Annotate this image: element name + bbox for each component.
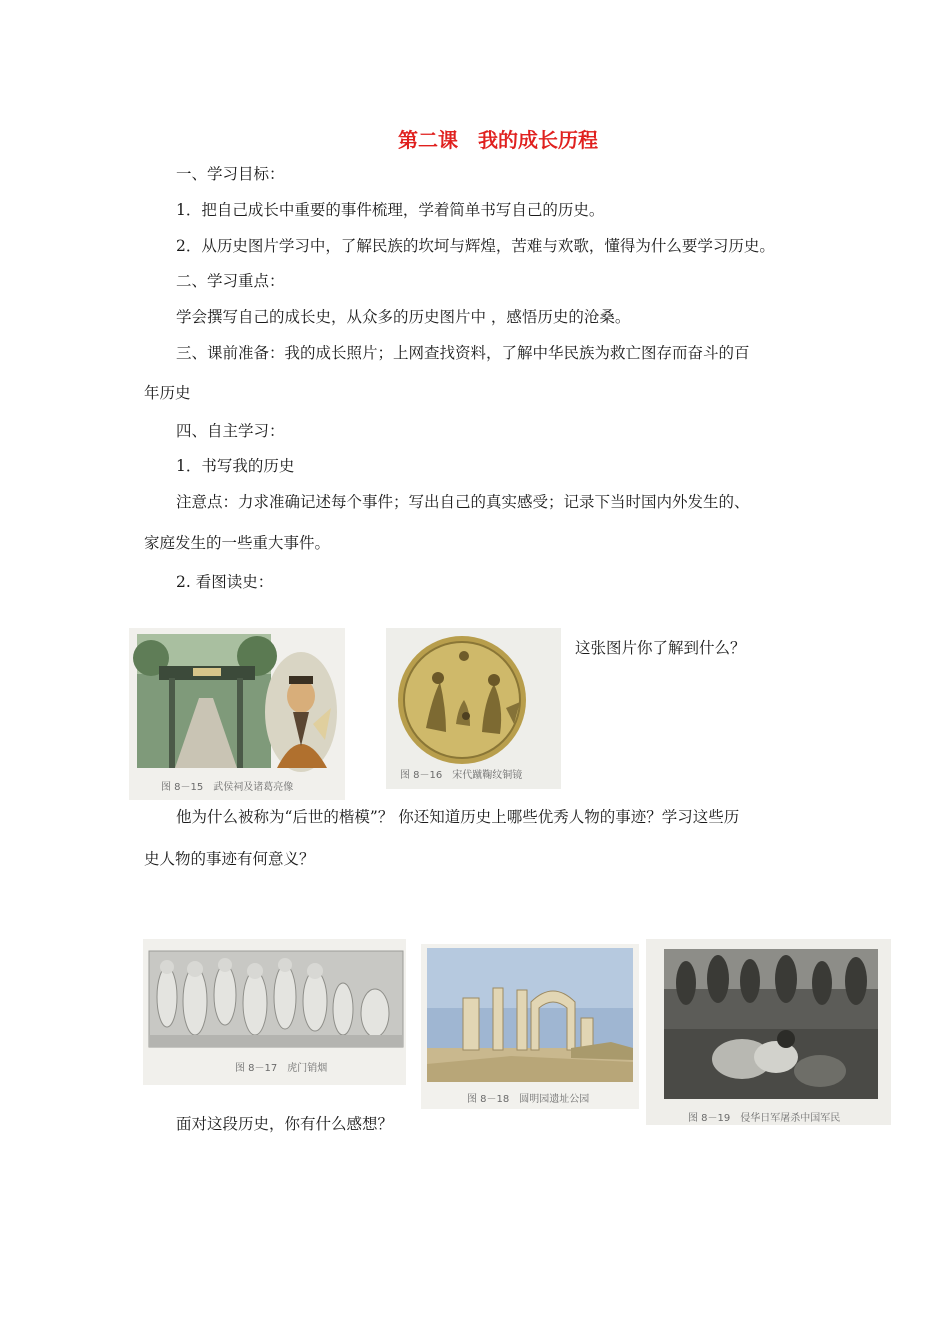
figure-yuanmingyuan-ruins <box>421 944 639 1109</box>
question-role-model-line-1: 他为什么被称为“后世的楷模”？ 你还知道历史上哪些优秀人物的事迹？学习这些历 <box>176 808 740 826</box>
preparation-line-1: 三、课前准备：我的成长照片；上网查找资料，了解中华民族为救亡图存而奋斗的百 <box>176 344 750 362</box>
note-line-1: 注意点：力求准确记述每个事件；写出自己的真实感受；记录下当时国内外发生的、 <box>176 493 750 511</box>
focus-text: 学会撰写自己的成长史，从众多的历史图片中 ，感悟历史的沧桑。 <box>176 308 631 326</box>
figure-bronze-mirror <box>386 628 561 789</box>
question-role-model-line-2: 史人物的事迹有何意义？ <box>144 850 315 868</box>
figure-wuhou-shrine <box>129 628 345 800</box>
figure-caption: 图 8－17 虎门销烟 <box>235 1063 328 1074</box>
figure-humen-relief <box>143 939 406 1085</box>
figure-massacre-photo <box>646 939 891 1125</box>
section-self-study-heading: 四、自主学习： <box>176 422 285 440</box>
note-line-2: 家庭发生的一些重大事件。 <box>144 534 331 552</box>
preparation-line-2: 年历史 <box>144 384 191 402</box>
question-reflection: 面对这段历史，你有什么感想？ <box>176 1115 394 1133</box>
section-objectives-heading: 一、学习目标： <box>176 165 285 183</box>
objective-1: 1．把自己成长中重要的事件梳理，学着简单书写自己的历史。 <box>176 201 605 219</box>
self-study-item-1: 1．书写我的历史 <box>176 457 295 475</box>
figure-caption: 图 8－16 宋代蹴鞠纹铜镜 <box>400 770 523 781</box>
page-title: 第二课 我的成长历程 <box>398 128 598 152</box>
objective-2: 2．从历史图片学习中，了解民族的坎坷与辉煌，苦难与欢歌，懂得为什么要学习历史。 <box>176 237 775 255</box>
section-focus-heading: 二、学习重点： <box>176 272 285 290</box>
figure-caption: 图 8－19 侵华日军屠杀中国军民 <box>688 1113 841 1124</box>
self-study-item-2: 2. 看图读史： <box>176 573 274 591</box>
figure-caption: 图 8－18 圆明园遗址公园 <box>467 1094 590 1105</box>
question-image: 这张图片你了解到什么？ <box>575 639 746 657</box>
figure-caption: 图 8－15 武侯祠及诸葛亮像 <box>161 782 294 793</box>
